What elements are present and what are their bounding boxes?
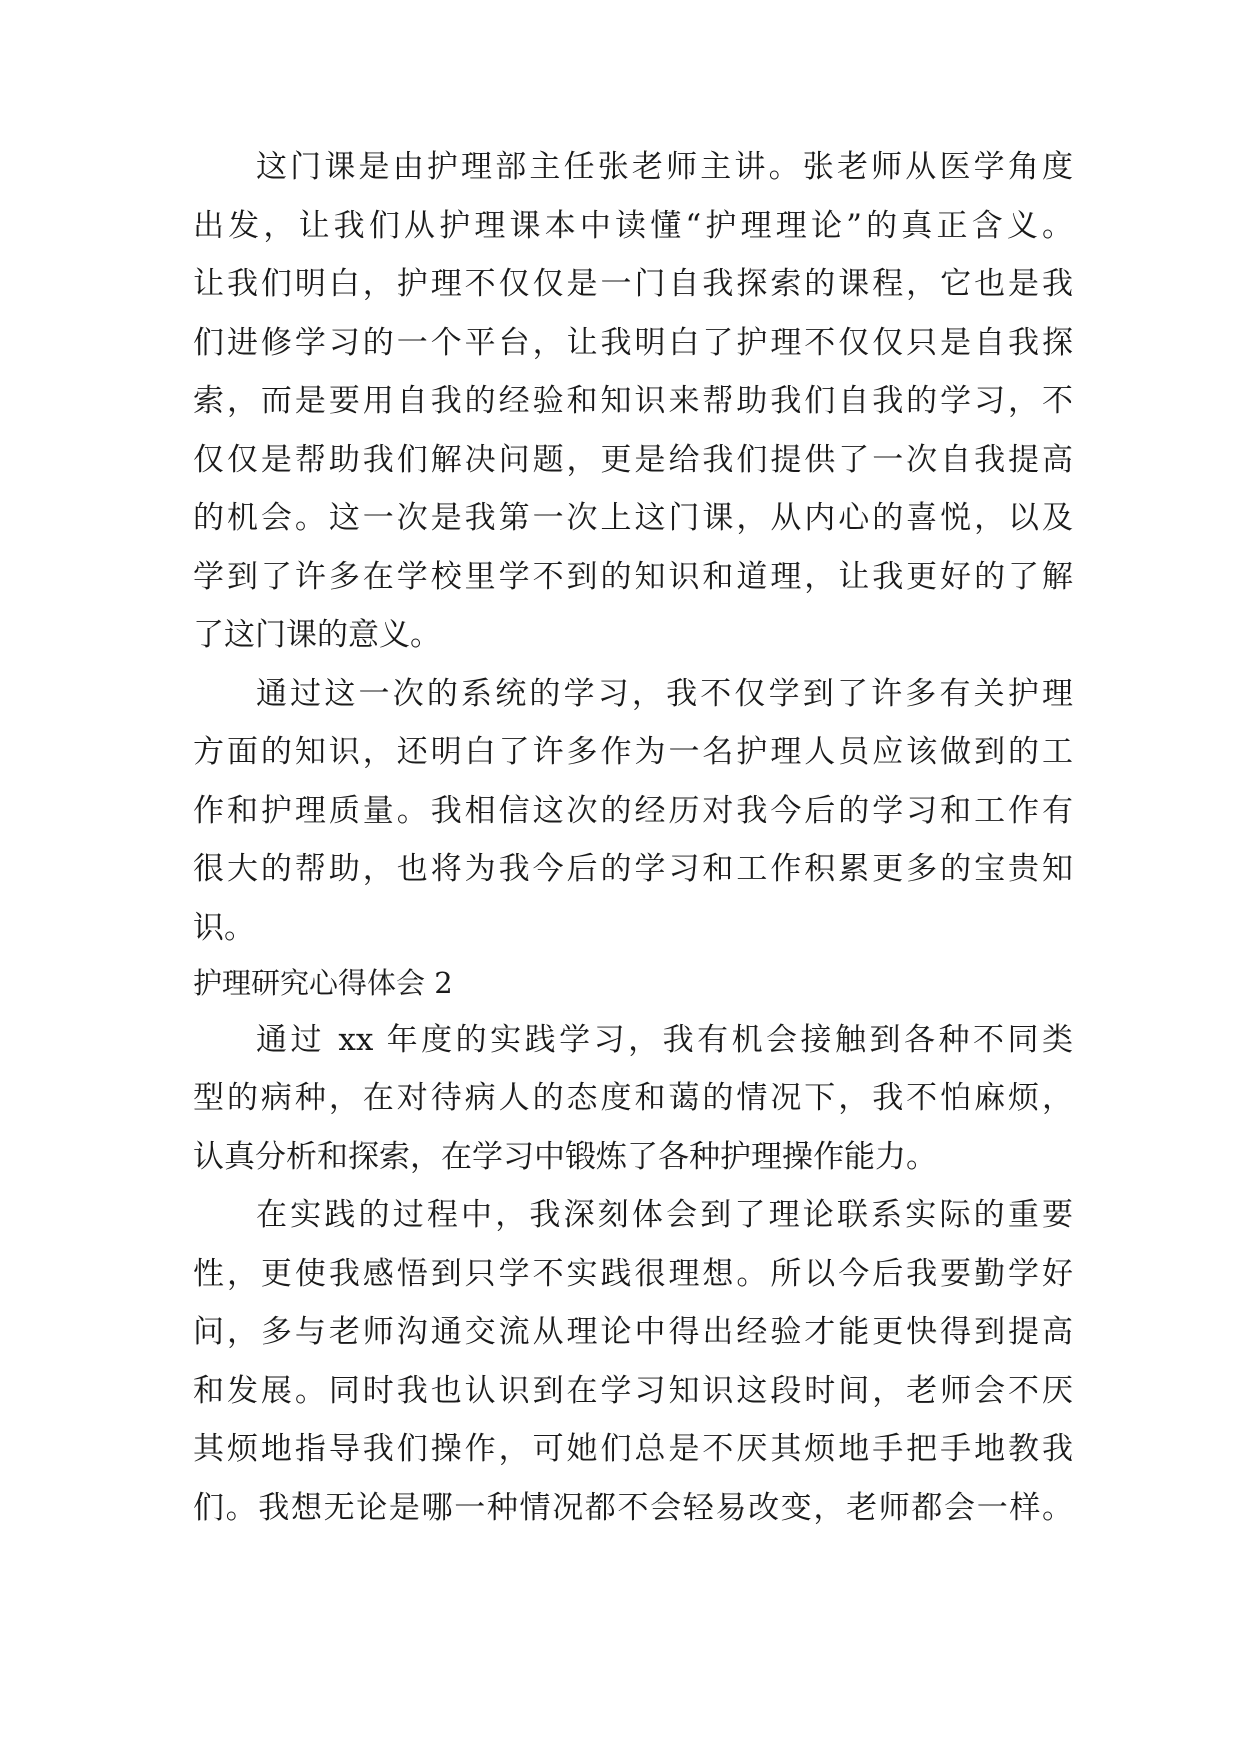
paragraph-line: 仅仅是帮助我们解决问题，更是给我们提供了一次自我提高 bbox=[193, 442, 1073, 478]
paragraph-line: 的机会。这一次是我第一次上这门课，从内心的喜悦，以及 bbox=[193, 500, 1073, 536]
paragraph-line: 和发展。同时我也认识到在学习知识这段时间，老师会不厌 bbox=[193, 1373, 1073, 1409]
paragraph-line: 学到了许多在学校里学不到的知识和道理，让我更好的了解 bbox=[193, 559, 1073, 595]
paragraph-line: 们进修学习的一个平台，让我明白了护理不仅仅只是自我探 bbox=[193, 325, 1073, 361]
paragraph-line: 了这门课的意义。 bbox=[193, 617, 441, 653]
section-heading: 护理研究心得体会 2 bbox=[193, 966, 453, 1000]
paragraph-line: 型的病种，在对待病人的态度和蔼的情况下，我不怕麻烦， bbox=[193, 1080, 1073, 1116]
paragraph-line: 通过 xx 年度的实践学习，我有机会接触到各种不同类 bbox=[256, 1022, 1073, 1058]
paragraph-line: 方面的知识，还明白了许多作为一名护理人员应该做到的工 bbox=[193, 734, 1073, 770]
paragraph-line: 索，而是要用自我的经验和知识来帮助我们自我的学习，不 bbox=[193, 383, 1073, 419]
paragraph-line: 认真分析和探索，在学习中锻炼了各种护理操作能力。 bbox=[193, 1139, 937, 1175]
paragraph-line: 出发，让我们从护理课本中读懂“护理理论”的真正含义。 bbox=[193, 208, 1073, 244]
paragraph-line: 很大的帮助，也将为我今后的学习和工作积累更多的宝贵知 bbox=[193, 851, 1073, 887]
paragraph-line: 识。 bbox=[193, 910, 255, 946]
paragraph-line: 让我们明白，护理不仅仅是一门自我探索的课程，它也是我 bbox=[193, 266, 1073, 302]
paragraph-line: 在实践的过程中，我深刻体会到了理论联系实际的重要 bbox=[256, 1197, 1073, 1233]
paragraph-line: 性，更使我感悟到只学不实践很理想。所以今后我要勤学好 bbox=[193, 1256, 1073, 1292]
paragraph-line: 这门课是由护理部主任张老师主讲。张老师从医学角度 bbox=[256, 149, 1073, 185]
paragraph-line: 其烦地指导我们操作，可她们总是不厌其烦地手把手地教我 bbox=[193, 1431, 1073, 1467]
paragraph-line: 作和护理质量。我相信这次的经历对我今后的学习和工作有 bbox=[193, 793, 1073, 829]
paragraph-line: 们。我想无论是哪一种情况都不会轻易改变，老师都会一样。 bbox=[193, 1490, 1073, 1526]
paragraph-line: 通过这一次的系统的学习，我不仅学到了许多有关护理 bbox=[256, 676, 1073, 712]
paragraph-line: 问，多与老师沟通交流从理论中得出经验才能更快得到提高 bbox=[193, 1314, 1073, 1350]
